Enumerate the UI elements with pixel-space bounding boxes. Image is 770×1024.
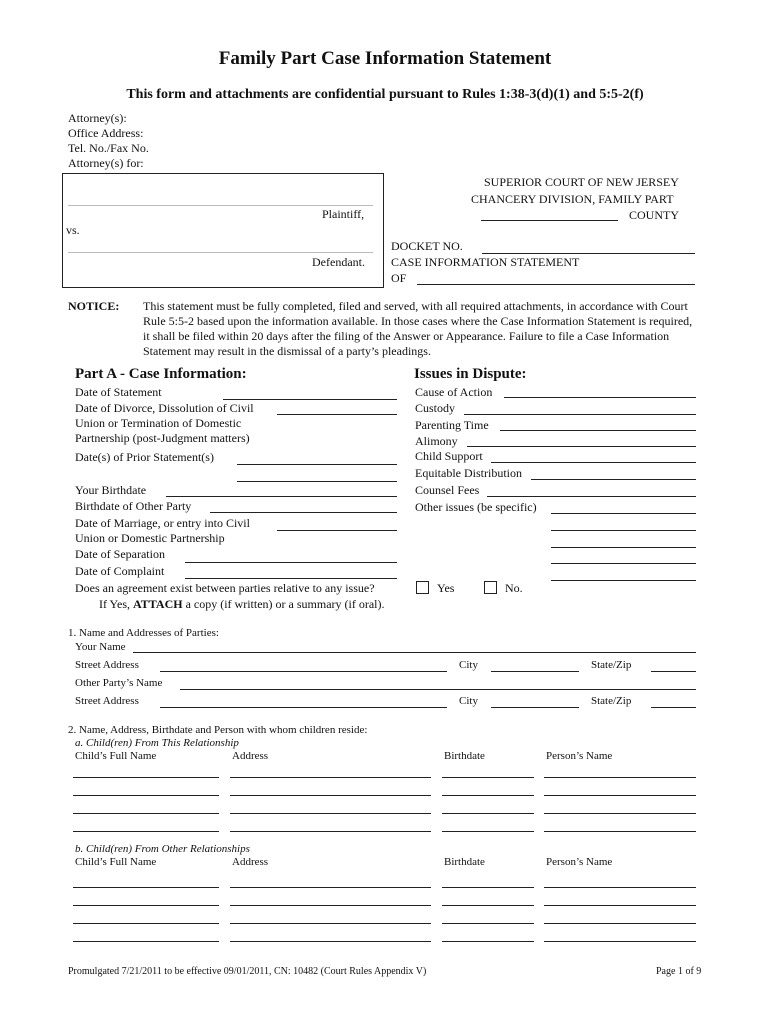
agreement-question: Does an agreement exist between parties relative to any issue? [75,581,375,595]
other-birthdate-field[interactable] [210,512,397,513]
divorce-date-label-3: Partnership (post-Judgment matters) [75,431,250,445]
agreement-no[interactable] [484,581,523,596]
vs-label: vs. [66,223,80,237]
child-a2-birthdate-field[interactable] [442,795,534,796]
marriage-date-label-1: Date of Marriage, or entry into Civil [75,516,250,530]
issue-alimony-field[interactable] [467,446,696,447]
child-a1-person-field[interactable] [544,777,696,778]
child-b2-person-field[interactable] [544,905,696,906]
issue-other-field-1[interactable] [551,513,696,514]
footer-promulgated: Promulgated 7/21/2011 to be effective 09/01/2011, CN: 10482 (Court Rules Appendix V) [68,966,427,977]
separation-date-field[interactable] [185,562,397,563]
col-address-b: Address [232,856,269,868]
other-party-name-field[interactable] [180,689,696,690]
issue-parenting-time: Parenting Time [415,418,489,432]
city-label-1: City [459,659,478,671]
plaintiff-name-field[interactable] [68,205,373,206]
col-birthdate-b: Birthdate [444,856,485,868]
child-b1-person-field[interactable] [544,887,696,888]
col-child-name-a: Child’s Full Name [75,750,157,762]
other-birthdate-label: Birthdate of Other Party [75,499,192,513]
agreement-yes[interactable] [416,581,454,596]
marriage-date-label-2: Union or Domestic Partnership [75,531,225,545]
child-b4-name-field[interactable] [73,941,219,942]
street-address-field-1[interactable] [160,671,447,672]
other-party-name-label: Other Party’s Name [75,677,163,689]
state-zip-field-2[interactable] [651,707,696,708]
child-b1-address-field[interactable] [230,887,431,888]
office-address-label: Office Address: [68,126,144,140]
section2-heading: 2. Name, Address, Birthdate and Person with whom children reside: [68,724,368,736]
docket-label: DOCKET NO. [391,239,463,253]
street-address-label-2: Street Address [75,695,139,707]
issue-other-field-3[interactable] [551,547,696,548]
court-name: SUPERIOR COURT OF NEW JERSEY [484,175,679,189]
col-person-a: Person’s Name [546,750,613,762]
issue-alimony: Alimony [415,434,458,448]
child-a4-name-field[interactable] [73,831,219,832]
child-a2-person-field[interactable] [544,795,696,796]
date-of-statement-field[interactable] [223,399,397,400]
child-a3-address-field[interactable] [230,813,431,814]
child-b3-name-field[interactable] [73,923,219,924]
child-b3-birthdate-field[interactable] [442,923,534,924]
issue-equitable-distribution: Equitable Distribution [415,466,522,480]
issue-custody-field[interactable] [464,414,696,415]
marriage-date-field[interactable] [277,530,397,531]
section1-heading: 1. Name and Addresses of Parties: [68,627,219,639]
issue-child-support: Child Support [415,449,483,463]
of-label: OF [391,271,407,285]
complaint-date-field[interactable] [185,578,397,579]
no-checkbox[interactable] [484,581,497,594]
issue-custody: Custody [415,401,456,415]
street-address-field-2[interactable] [160,707,447,708]
yes-label: Yes [437,581,455,595]
issue-counsel-field[interactable] [487,496,696,497]
city-field-2[interactable] [491,707,579,708]
attach-instruction [99,597,385,612]
attorney-for-label: Attorney(s) for: [68,156,144,170]
child-b4-address-field[interactable] [230,941,431,942]
child-b3-address-field[interactable] [230,923,431,924]
child-a4-person-field[interactable] [544,831,696,832]
state-zip-field-1[interactable] [651,671,696,672]
child-b2-address-field[interactable] [230,905,431,906]
issue-counsel-fees: Counsel Fees [415,483,480,497]
state-zip-label-1: State/Zip [591,659,632,671]
issue-other-field-4[interactable] [551,563,696,564]
court-division: CHANCERY DIVISION, FAMILY PART [471,192,674,206]
divorce-date-field[interactable] [277,414,397,415]
complaint-date-label: Date of Complaint [75,564,165,578]
city-label-2: City [459,695,478,707]
child-b1-birthdate-field[interactable] [442,887,534,888]
divorce-date-label-2: Union or Termination of Domestic [75,416,242,430]
attach-bold: ATTACH [133,597,183,611]
part-a-header: Part A - Case Information: [75,366,247,382]
separation-date-label: Date of Separation [75,547,165,561]
footer-page-number: Page 1 of 9 [656,966,702,977]
child-a2-name-field[interactable] [73,795,219,796]
child-a2-address-field[interactable] [230,795,431,796]
child-a1-name-field[interactable] [73,777,219,778]
divorce-date-label-1: Date of Divorce, Dissolution of Civil [75,401,254,415]
no-label: No. [505,581,523,595]
cis-label: CASE INFORMATION STATEMENT [391,255,580,269]
issue-parenting-field[interactable] [500,430,696,431]
prior-statements-label: Date(s) of Prior Statement(s) [75,450,214,464]
section2b-heading: b. Child(ren) From Other Relationships [75,843,250,855]
attorney-label: Attorney(s): [68,111,127,125]
prior-statements-field-1[interactable] [237,464,397,465]
issues-header: Issues in Dispute: [414,366,527,382]
child-a3-person-field[interactable] [544,813,696,814]
child-b1-name-field[interactable] [73,887,219,888]
defendant-label: Defendant. [312,255,365,269]
county-label: COUNTY [629,208,679,222]
attach-post: a copy (if written) or a summary (if oral). [182,597,385,611]
issue-other-field-2[interactable] [551,530,696,531]
child-b3-person-field[interactable] [544,923,696,924]
plaintiff-label: Plaintiff, [322,207,365,221]
child-a1-address-field[interactable] [230,777,431,778]
child-a4-birthdate-field[interactable] [442,831,534,832]
docket-field[interactable] [482,253,695,254]
issue-cause-of-action: Cause of Action [415,385,493,399]
your-birthdate-field[interactable] [166,496,397,497]
issue-child-support-field[interactable] [491,462,696,463]
issue-cause-field[interactable] [504,397,696,398]
state-zip-label-2: State/Zip [591,695,632,707]
notice-text: This statement must be fully completed, filed and served, with all required attachments, in accordance with Court Rule 5:5-2 based upon the information available. In those cases where the Case Information Statement is required, it shall be filed within 20 days after the filing of the Answer or Appearance. Failure to file a Case Information Statement may result in the dismissal of a party’s pleadings. [143,299,693,358]
issue-other-field-5[interactable] [551,580,696,581]
section2a-heading: a. Child(ren) From This Relationship [75,737,239,749]
prior-statements-field-2[interactable] [237,481,397,482]
col-address-a: Address [232,750,269,762]
child-b4-birthdate-field[interactable] [442,941,534,942]
issue-equitable-field[interactable] [531,479,696,480]
your-name-field[interactable] [133,652,696,653]
child-b2-birthdate-field[interactable] [442,905,534,906]
caption-box [62,173,384,288]
tel-fax-label: Tel. No./Fax No. [68,141,149,155]
attach-pre: If Yes, [99,597,134,611]
child-a1-birthdate-field[interactable] [442,777,534,778]
page-title: Family Part Case Information Statement [218,48,552,69]
city-field-1[interactable] [491,671,579,672]
col-person-b: Person’s Name [546,856,613,868]
child-a3-name-field[interactable] [73,813,219,814]
your-birthdate-label: Your Birthdate [75,483,147,497]
street-address-label-1: Street Address [75,659,139,671]
yes-checkbox[interactable] [416,581,429,594]
issue-other: Other issues (be specific) [415,500,537,514]
child-a4-address-field[interactable] [230,831,431,832]
child-b4-person-field[interactable] [544,941,696,942]
notice-label: NOTICE: [68,299,120,313]
your-name-label: Your Name [75,641,126,653]
date-of-statement-label: Date of Statement [75,385,162,399]
child-b2-name-field[interactable] [73,905,219,906]
of-field[interactable] [417,284,695,285]
col-child-name-b: Child’s Full Name [75,856,157,868]
county-field[interactable] [481,220,618,221]
child-a3-birthdate-field[interactable] [442,813,534,814]
col-birthdate-a: Birthdate [444,750,485,762]
defendant-name-field[interactable] [68,252,373,253]
confidentiality-subtitle: This form and attachments are confidential pursuant to Rules 1:38-3(d)(1) and 5:5-2(f) [126,87,644,102]
